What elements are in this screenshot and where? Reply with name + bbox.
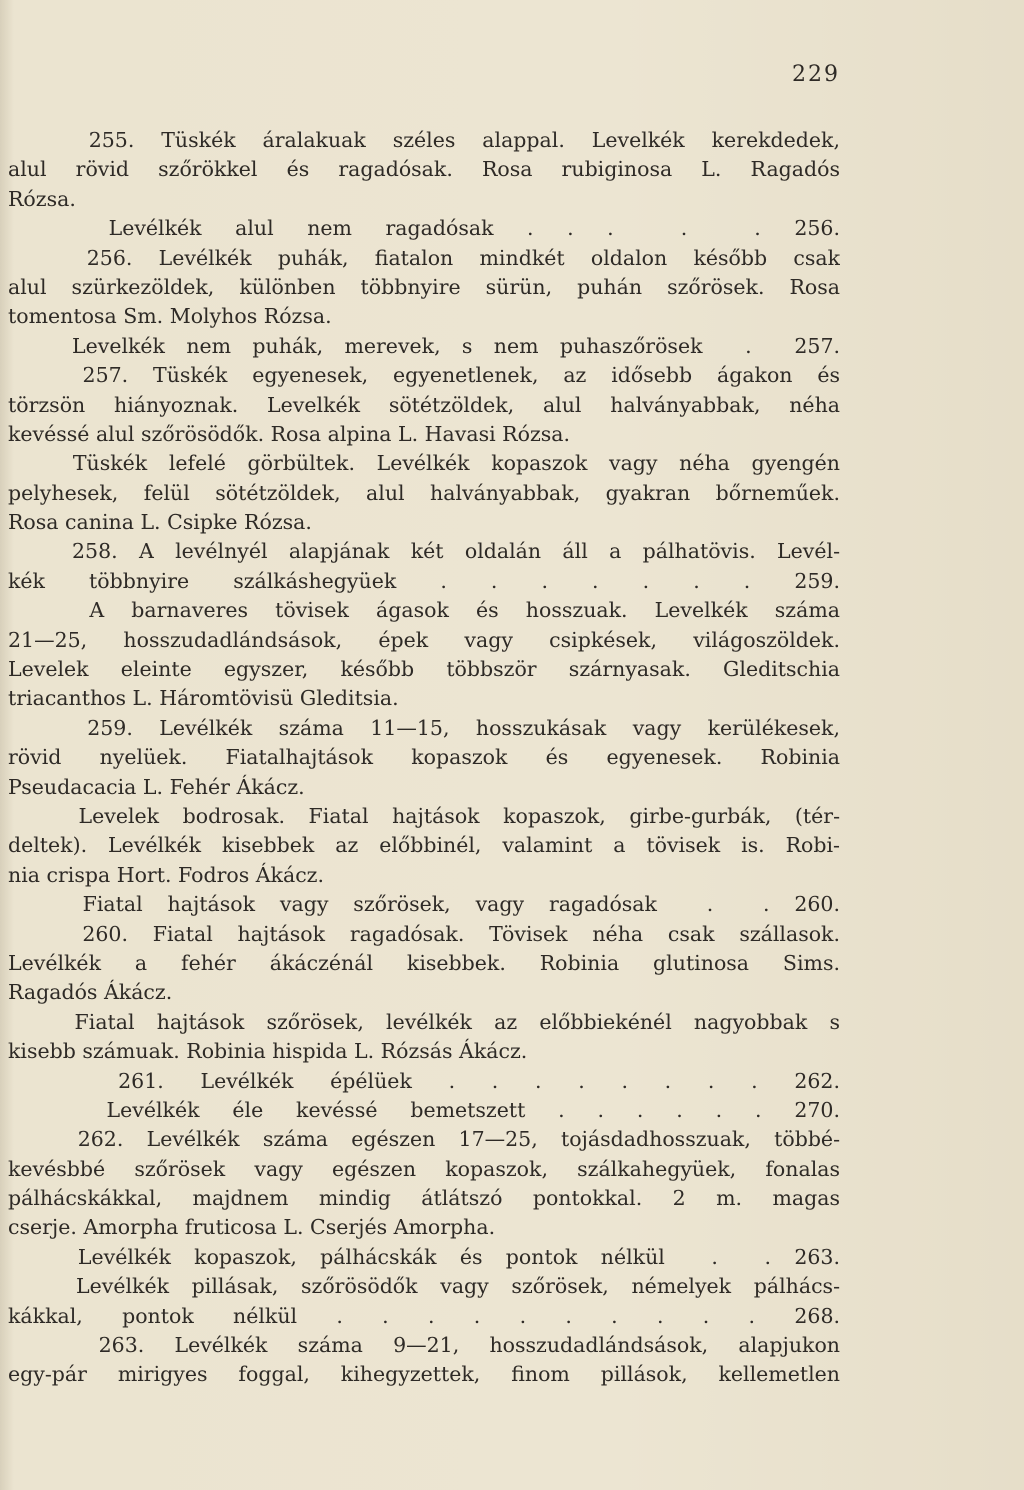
text-line: Levelek bodrosak. Fiatal hajtások kopaszok, girbe-gurbák, (tér-: [8, 803, 840, 828]
text-line: Levélkék éle kevéssé bemetszett . . . . . . 270.: [8, 1097, 840, 1122]
text-line: 260. Fiatal hajtások ragadósak. Tövisek néha csak szállasok.: [8, 921, 840, 946]
text-line: 263. Levélkék száma 9—21, hosszudadlándsások, alapjukon: [8, 1333, 840, 1358]
text-line: Pseudacacia L. Fehér Ákácz.: [8, 774, 305, 799]
text-line: Fiatal hajtások szőrösek, levélkék az előbbiekénél nagyobbak s: [8, 1009, 840, 1034]
text-line: 258. A levélnyél alapjának két oldalán áll a pálhatövis. Levél-: [8, 539, 840, 564]
text-line: egy-pár mirigyes foggal, kihegyzettek, finom pillások, kellemetlen: [8, 1362, 840, 1387]
text-line: kákkal, pontok nélkül . . . . . . . . . . 268.: [8, 1303, 840, 1328]
text-line: Fiatal hajtások vagy szőrösek, vagy ragadósak . . 260.: [8, 892, 840, 917]
page-text: [8, 126, 840, 1390]
text-line: Ragadós Ákácz.: [8, 980, 173, 1005]
text-line: kisebb számuak. Robinia hispida L. Rózsás Ákácz.: [8, 1039, 528, 1064]
text-line: 259. Levélkék száma 11—15, hosszukásak vagy kerülékesek,: [8, 715, 840, 740]
text-line: nia crispa Hort. Fodros Ákácz.: [8, 862, 324, 887]
text-line: Levélkék alul nem ragadósak . . . . . 256.: [8, 216, 840, 241]
text-line: kék többnyire szálkáshegyüek . . . . . . . 259.: [8, 568, 840, 593]
text-line: cserje. Amorpha fruticosa L. Cserjés Amorpha.: [8, 1215, 496, 1240]
text-line: 21—25, hosszudadlándsások, épek vagy csipkések, világoszöldek.: [8, 627, 840, 652]
text-line: Levelek eleinte egyszer, később többször szárnyasak. Gleditschia: [8, 657, 840, 682]
text-line: 261. Levélkék épélüek . . . . . . . . 262.: [8, 1068, 840, 1093]
text-line: tomentosa Sm. Molyhos Rózsa.: [8, 304, 332, 329]
text-line: kevéssé alul szőrösödők. Rosa alpina L. Havasi Rózsa.: [8, 421, 571, 446]
text-line: deltek). Levélkék kisebbek az előbbinél, valamint a tövisek is. Robi-: [8, 833, 840, 858]
text-line: triacanthos L. Háromtövisü Gleditsia.: [8, 686, 399, 711]
text-line: Levélkék pillásak, szőrösödők vagy szőrösek, némelyek pálhács-: [8, 1274, 840, 1299]
page-number: 229: [792, 62, 840, 87]
text-line: rövid nyelüek. Fiatalhajtások kopaszok és egyenesek. Robinia: [8, 745, 840, 770]
text-line: pelyhesek, felül sötétzöldek, alul halványabbak, gyakran bőrneműek.: [8, 480, 840, 505]
text-line: Tüskék lefelé görbültek. Levélkék kopaszok vagy néha gyengén: [8, 451, 840, 476]
text-line: kevésbbé szőrösek vagy egészen kopaszok, szálkahegyüek, fonalas: [8, 1156, 840, 1181]
text-line: törzsön hiányoznak. Levelkék sötétzöldek, alul halványabbak, néha: [8, 392, 840, 417]
text-line: Levélkék kopaszok, pálhácskák és pontok nélkül . . 263.: [8, 1244, 840, 1269]
text-line: A barnaveres tövisek ágasok és hosszuak. Levelkék száma: [8, 598, 840, 623]
text-line: 257. Tüskék egyenesek, egyenetlenek, az idősebb ágakon és: [8, 363, 840, 388]
text-line: 256. Levélkék puhák, fiatalon mindkét oldalon később csak: [8, 245, 840, 270]
text-line: alul rövid szőrökkel és ragadósak. Rosa rubiginosa L. Ragadós: [8, 157, 840, 182]
text-line: Rózsa.: [8, 186, 76, 211]
text-line: 255. Tüskék áralakuak széles alappal. Levelkék kerekdedek,: [8, 128, 840, 152]
text-line: pálhácskákkal, majdnem mindig átlátszó pontokkal. 2 m. magas: [8, 1186, 840, 1211]
text-line: alul szürkezöldek, különben többnyire sürün, puhán szőrösek. Rosa: [8, 274, 840, 299]
text-line: 262. Levélkék száma egészen 17—25, tojásdadhosszuak, többé-: [8, 1127, 840, 1152]
text-line: Rosa canina L. Csipke Rózsa.: [8, 510, 312, 535]
text-line: Levélkék a fehér ákáczénál kisebbek. Robinia glutinosa Sims.: [8, 950, 840, 975]
text-line: Levelkék nem puhák, merevek, s nem puhaszőrösek . 257.: [8, 333, 840, 358]
